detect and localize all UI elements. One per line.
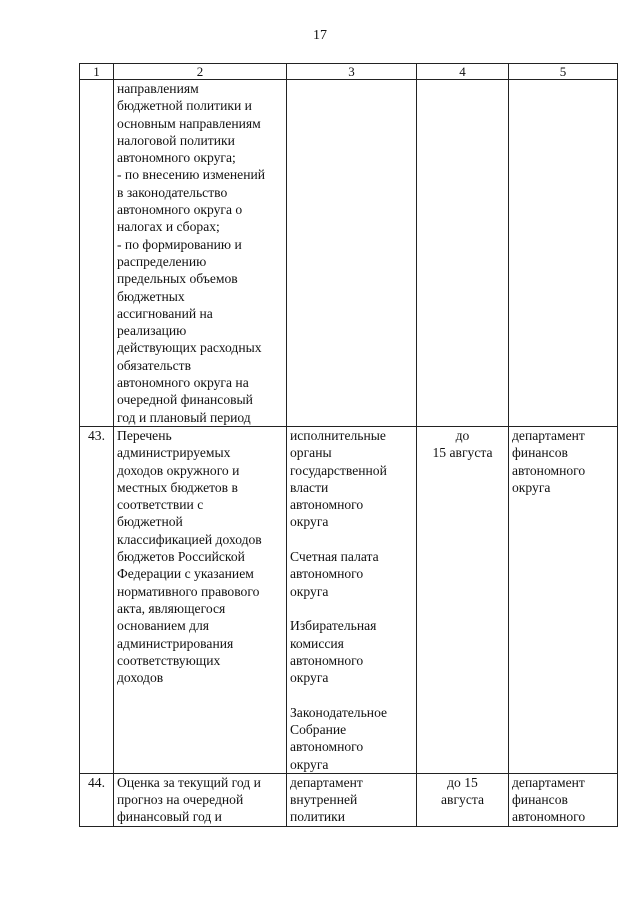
- continuation-col5: [509, 80, 618, 427]
- text-line: Избирательная: [290, 618, 377, 634]
- continuation-description: [114, 80, 287, 427]
- text-line: предельных объемов: [117, 271, 238, 287]
- text-line: департамент: [512, 427, 585, 443]
- text-line: соответствии с: [117, 497, 204, 513]
- row-44-responsible: [509, 773, 618, 826]
- paragraph-gap: [290, 531, 413, 548]
- text-line: администрирования: [117, 635, 234, 651]
- header-cell-2: 2: [114, 64, 287, 80]
- text-line: автономного округа на: [117, 375, 249, 391]
- text-line: распределению: [117, 253, 207, 269]
- header-cell-5: 5: [509, 64, 618, 80]
- row-43-deadline: [417, 426, 509, 773]
- header-row: [80, 64, 618, 80]
- text-line: основным направлениям: [117, 115, 261, 131]
- text-line: - по формированию и: [117, 236, 242, 252]
- row-44-description: [114, 773, 287, 826]
- text-line: бюджетных: [117, 288, 185, 304]
- text-line: Собрание: [290, 721, 347, 737]
- text-line: автономного округа;: [117, 150, 236, 166]
- row-44-deadline: [417, 773, 509, 826]
- row-number: 44.: [80, 773, 114, 826]
- text-line: политики: [290, 809, 346, 825]
- text-line: классификацией доходов: [117, 531, 262, 547]
- text-line: исполнительные: [290, 427, 386, 443]
- text-line: доходов: [117, 670, 164, 686]
- continuation-col4: [417, 80, 509, 427]
- text-line: автономного: [290, 497, 364, 513]
- header-cell-1: 1: [80, 64, 114, 80]
- text-line: округа: [290, 514, 329, 530]
- text-line: в законодательство: [117, 184, 228, 200]
- paragraph-gap: [290, 600, 413, 617]
- text-line: - по внесению изменений: [117, 167, 266, 183]
- text-line: Оценка за текущий год и: [117, 774, 261, 790]
- text-line: доходов окружного и: [117, 462, 240, 478]
- row-44: [80, 773, 618, 826]
- continuation-num: [80, 80, 114, 427]
- text-line: автономного: [290, 566, 364, 582]
- text-line: автономного: [512, 462, 586, 478]
- continuation-row: [80, 80, 618, 427]
- text-line: автономного: [512, 809, 586, 825]
- text-line: комиссия: [290, 635, 344, 651]
- continuation-col3: [287, 80, 417, 427]
- text-line: органы: [290, 445, 332, 461]
- text-line: основанием для: [117, 618, 210, 634]
- row-44-executors: [287, 773, 417, 826]
- row-43-executors: [287, 426, 417, 773]
- text-line: округа: [512, 479, 551, 495]
- text-line: автономного округа о: [117, 202, 243, 218]
- text-line: реализацию: [117, 323, 187, 339]
- text-line: соответствующих: [117, 652, 221, 668]
- text-line: Перечень: [117, 427, 172, 443]
- text-line: местных бюджетов в: [117, 479, 238, 495]
- paragraph-gap: [290, 686, 413, 703]
- text-line: очередной финансовый: [117, 392, 253, 408]
- text-line: департамент: [290, 774, 363, 790]
- text-line: бюджетной политики и: [117, 98, 252, 114]
- text-line: до: [455, 427, 470, 443]
- row-number: 43.: [80, 426, 114, 773]
- text-line: Законодательное: [290, 704, 388, 720]
- text-line: нормативного правового: [117, 583, 260, 599]
- text-line: августа: [441, 792, 484, 808]
- row-43-description: [114, 426, 287, 773]
- page-number: 17: [313, 28, 327, 43]
- text-line: администрируемых: [117, 445, 231, 461]
- text-line: государственной: [290, 462, 387, 478]
- text-line: департамент: [512, 774, 585, 790]
- text-line: Федерации с указанием: [117, 566, 254, 582]
- text-line: направлениям: [117, 81, 199, 96]
- text-line: округа: [290, 583, 329, 599]
- text-line: внутренней: [290, 792, 358, 808]
- row-43: [80, 426, 618, 773]
- text-line: 15 августа: [432, 445, 493, 461]
- text-line: финансов: [512, 792, 568, 808]
- text-line: акта, являющегося: [117, 600, 226, 616]
- header-cell-4: 4: [417, 64, 509, 80]
- text-line: округа: [290, 670, 329, 686]
- text-line: бюджетной: [117, 514, 183, 530]
- text-line: прогноз на очередной: [117, 792, 244, 808]
- text-line: Счетная палата: [290, 549, 379, 565]
- text-line: автономного: [290, 652, 364, 668]
- text-line: обязательств: [117, 357, 192, 373]
- text-line: автономного: [290, 739, 364, 755]
- text-line: ассигнований на: [117, 305, 213, 321]
- text-line: финансовый год и: [117, 809, 222, 825]
- document-table: [79, 63, 618, 827]
- text-line: действующих расходных: [117, 340, 262, 356]
- text-line: год и плановый период: [117, 409, 251, 425]
- text-line: налогах и сборах;: [117, 219, 220, 235]
- text-line: округа: [290, 756, 329, 772]
- text-line: до 15: [447, 774, 478, 790]
- text-line: бюджетов Российской: [117, 549, 245, 565]
- text-line: налоговой политики: [117, 132, 235, 148]
- header-cell-3: 3: [287, 64, 417, 80]
- text-line: власти: [290, 479, 329, 495]
- row-43-responsible: [509, 426, 618, 773]
- text-line: финансов: [512, 445, 568, 461]
